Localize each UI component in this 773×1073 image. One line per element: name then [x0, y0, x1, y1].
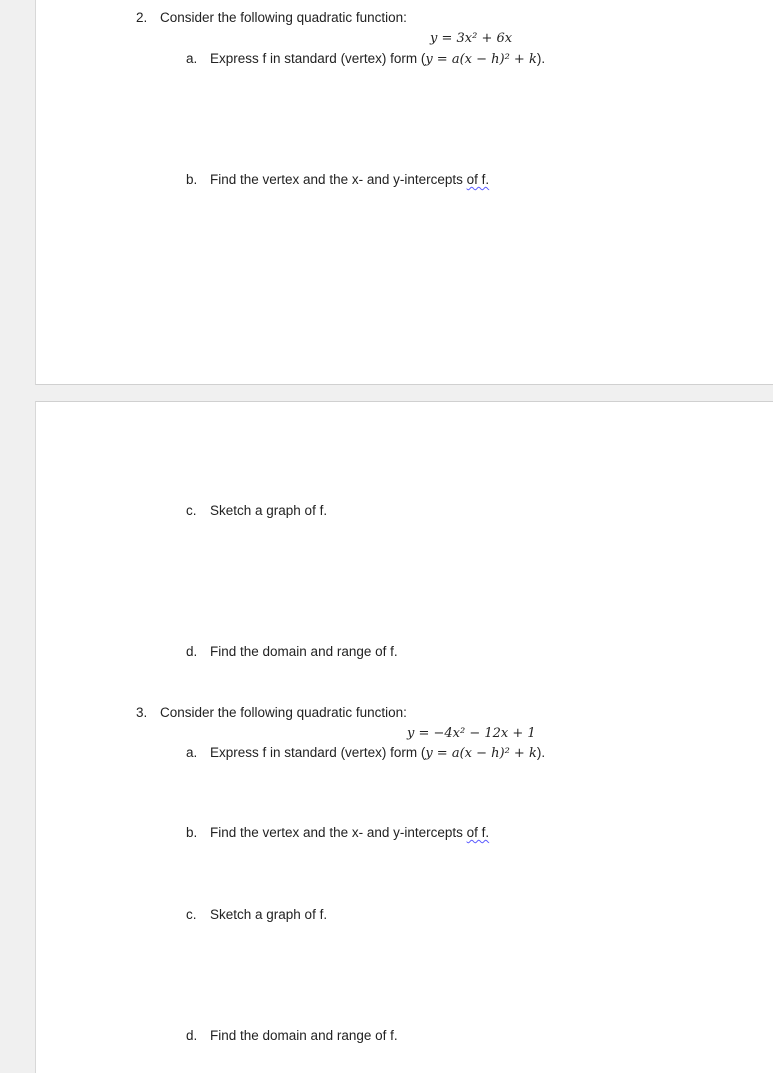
- part-text: Find the vertex and the x- and y-intercepts of f.: [210, 172, 490, 187]
- part-letter: d.: [186, 1028, 198, 1043]
- problem-prompt: Consider the following quadratic function:: [160, 10, 407, 25]
- problem-number: 2.: [136, 10, 148, 25]
- vertex-form-equation: y = a(x − h)² + k: [425, 746, 537, 761]
- problem-prompt: Consider the following quadratic function:: [160, 705, 407, 720]
- document-page-2: [35, 401, 773, 1073]
- part-text: Express f in standard (vertex) form (y = a(x − h)² + k).: [210, 745, 546, 761]
- part-text: Find the domain and range of f.: [210, 644, 398, 659]
- part-text: Find the vertex and the x- and y-intercepts of f.: [210, 825, 490, 840]
- spellcheck-underlined-text: of f.: [466, 172, 490, 187]
- part-letter: c.: [186, 503, 197, 518]
- part-text: Find the domain and range of f.: [210, 1028, 398, 1043]
- part-text: Express f in standard (vertex) form (y = a(x − h)² + k).: [210, 51, 546, 67]
- part-text: Sketch a graph of f.: [210, 907, 328, 922]
- part-text: Sketch a graph of f.: [210, 503, 328, 518]
- part-letter: d.: [186, 644, 198, 659]
- problem-equation: y = −4x² − 12x + 1: [407, 726, 536, 741]
- part-letter: b.: [186, 172, 198, 187]
- part-letter: c.: [186, 907, 197, 922]
- problem-number: 3.: [136, 705, 148, 720]
- part-letter: a.: [186, 51, 198, 66]
- problem-equation: y = 3x² + 6x: [430, 31, 513, 46]
- part-letter: b.: [186, 825, 198, 840]
- vertex-form-equation: y = a(x − h)² + k: [425, 52, 537, 67]
- spellcheck-underlined-text: of f.: [466, 825, 490, 840]
- part-letter: a.: [186, 745, 198, 760]
